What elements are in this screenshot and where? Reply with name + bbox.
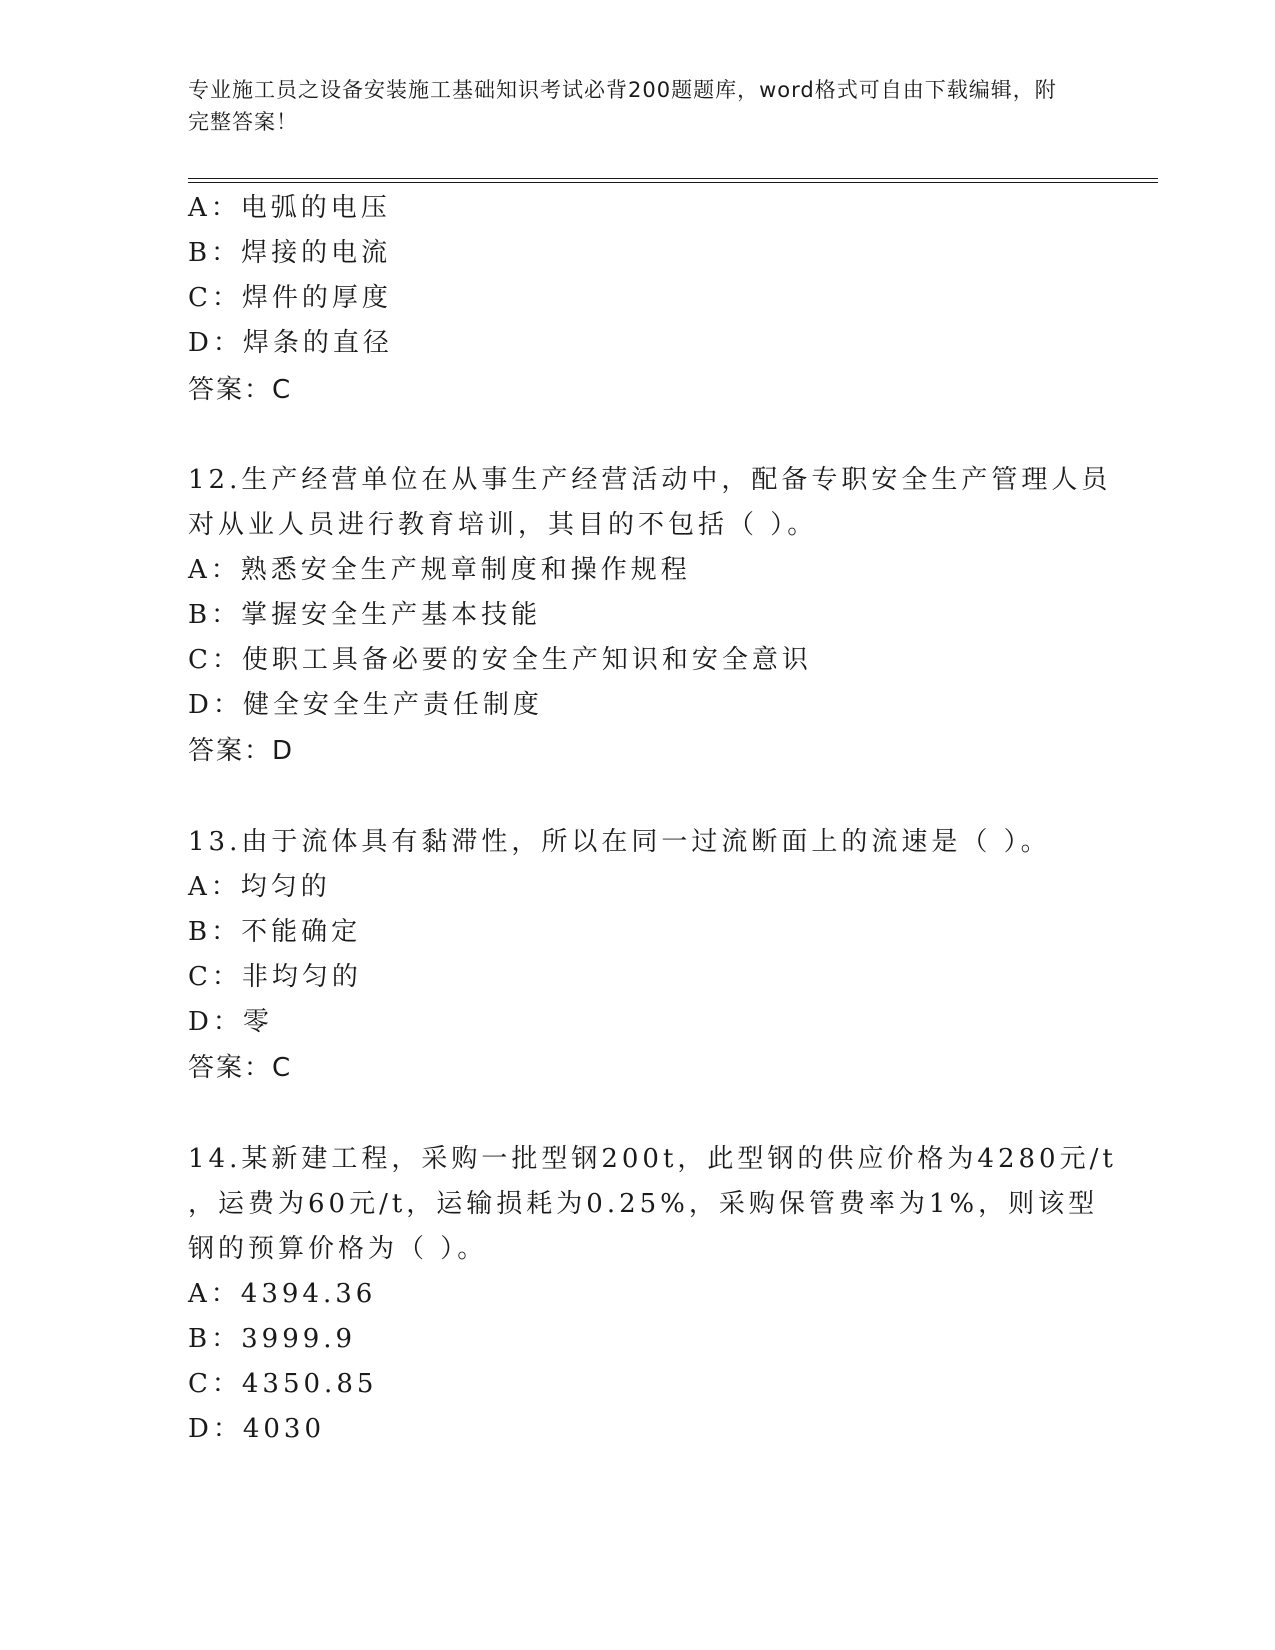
option-b: B：焊接的电流 — [188, 238, 392, 268]
option-a: A：熟悉安全生产规章制度和操作规程 — [188, 555, 691, 585]
question-stem-line-1: 14.某新建工程，采购一批型钢200t，此型钢的供应价格为4280元/t — [188, 1144, 1117, 1174]
question-stem-line-1: 12.生产经营单位在从事生产经营活动中，配备专职安全生产管理人员 — [188, 465, 1112, 495]
option-d: D：健全安全生产责任制度 — [188, 690, 543, 720]
option-d: D：零 — [188, 1007, 273, 1037]
option-a: A：电弧的电压 — [188, 193, 391, 223]
option-c: C：使职工具备必要的安全生产知识和安全意识 — [188, 645, 812, 675]
option-b: B：不能确定 — [188, 917, 362, 947]
option-b: B：3999.9 — [188, 1324, 357, 1354]
option-c: C：4350.85 — [188, 1369, 378, 1399]
question-stem-line-2: ，运费为60元/t，运输损耗为0.25%，采购保管费率为1%，则该型 — [188, 1189, 1099, 1219]
option-d: D：4030 — [188, 1414, 326, 1444]
option-c: C：非均匀的 — [188, 962, 362, 992]
header-divider — [188, 178, 1158, 183]
option-d: D：焊条的直径 — [188, 328, 393, 358]
document-header — [188, 74, 1078, 138]
answer-line: 答案：C — [188, 375, 293, 405]
option-a: A：均匀的 — [188, 872, 331, 902]
question-stem-line-3: 钢的预算价格为（ ）。 — [188, 1234, 488, 1264]
option-b: B：掌握安全生产基本技能 — [188, 600, 542, 630]
option-c: C：焊件的厚度 — [188, 283, 392, 313]
question-stem-line-2: 对从业人员进行教育培训，其目的不包括（ ）。 — [188, 510, 818, 540]
answer-line: 答案：C — [188, 1053, 293, 1083]
option-a: A：4394.36 — [188, 1279, 377, 1309]
answer-line: 答案：D — [188, 736, 295, 766]
document-title: 专业施工员之设备安装施工基础知识考试必背200题题库，word格式可自由下载编辑，附完整答案！ — [188, 78, 1057, 134]
question-stem-line-1: 13.由于流体具有黏滞性，所以在同一过流断面上的流速是（ ）。 — [188, 827, 1051, 857]
